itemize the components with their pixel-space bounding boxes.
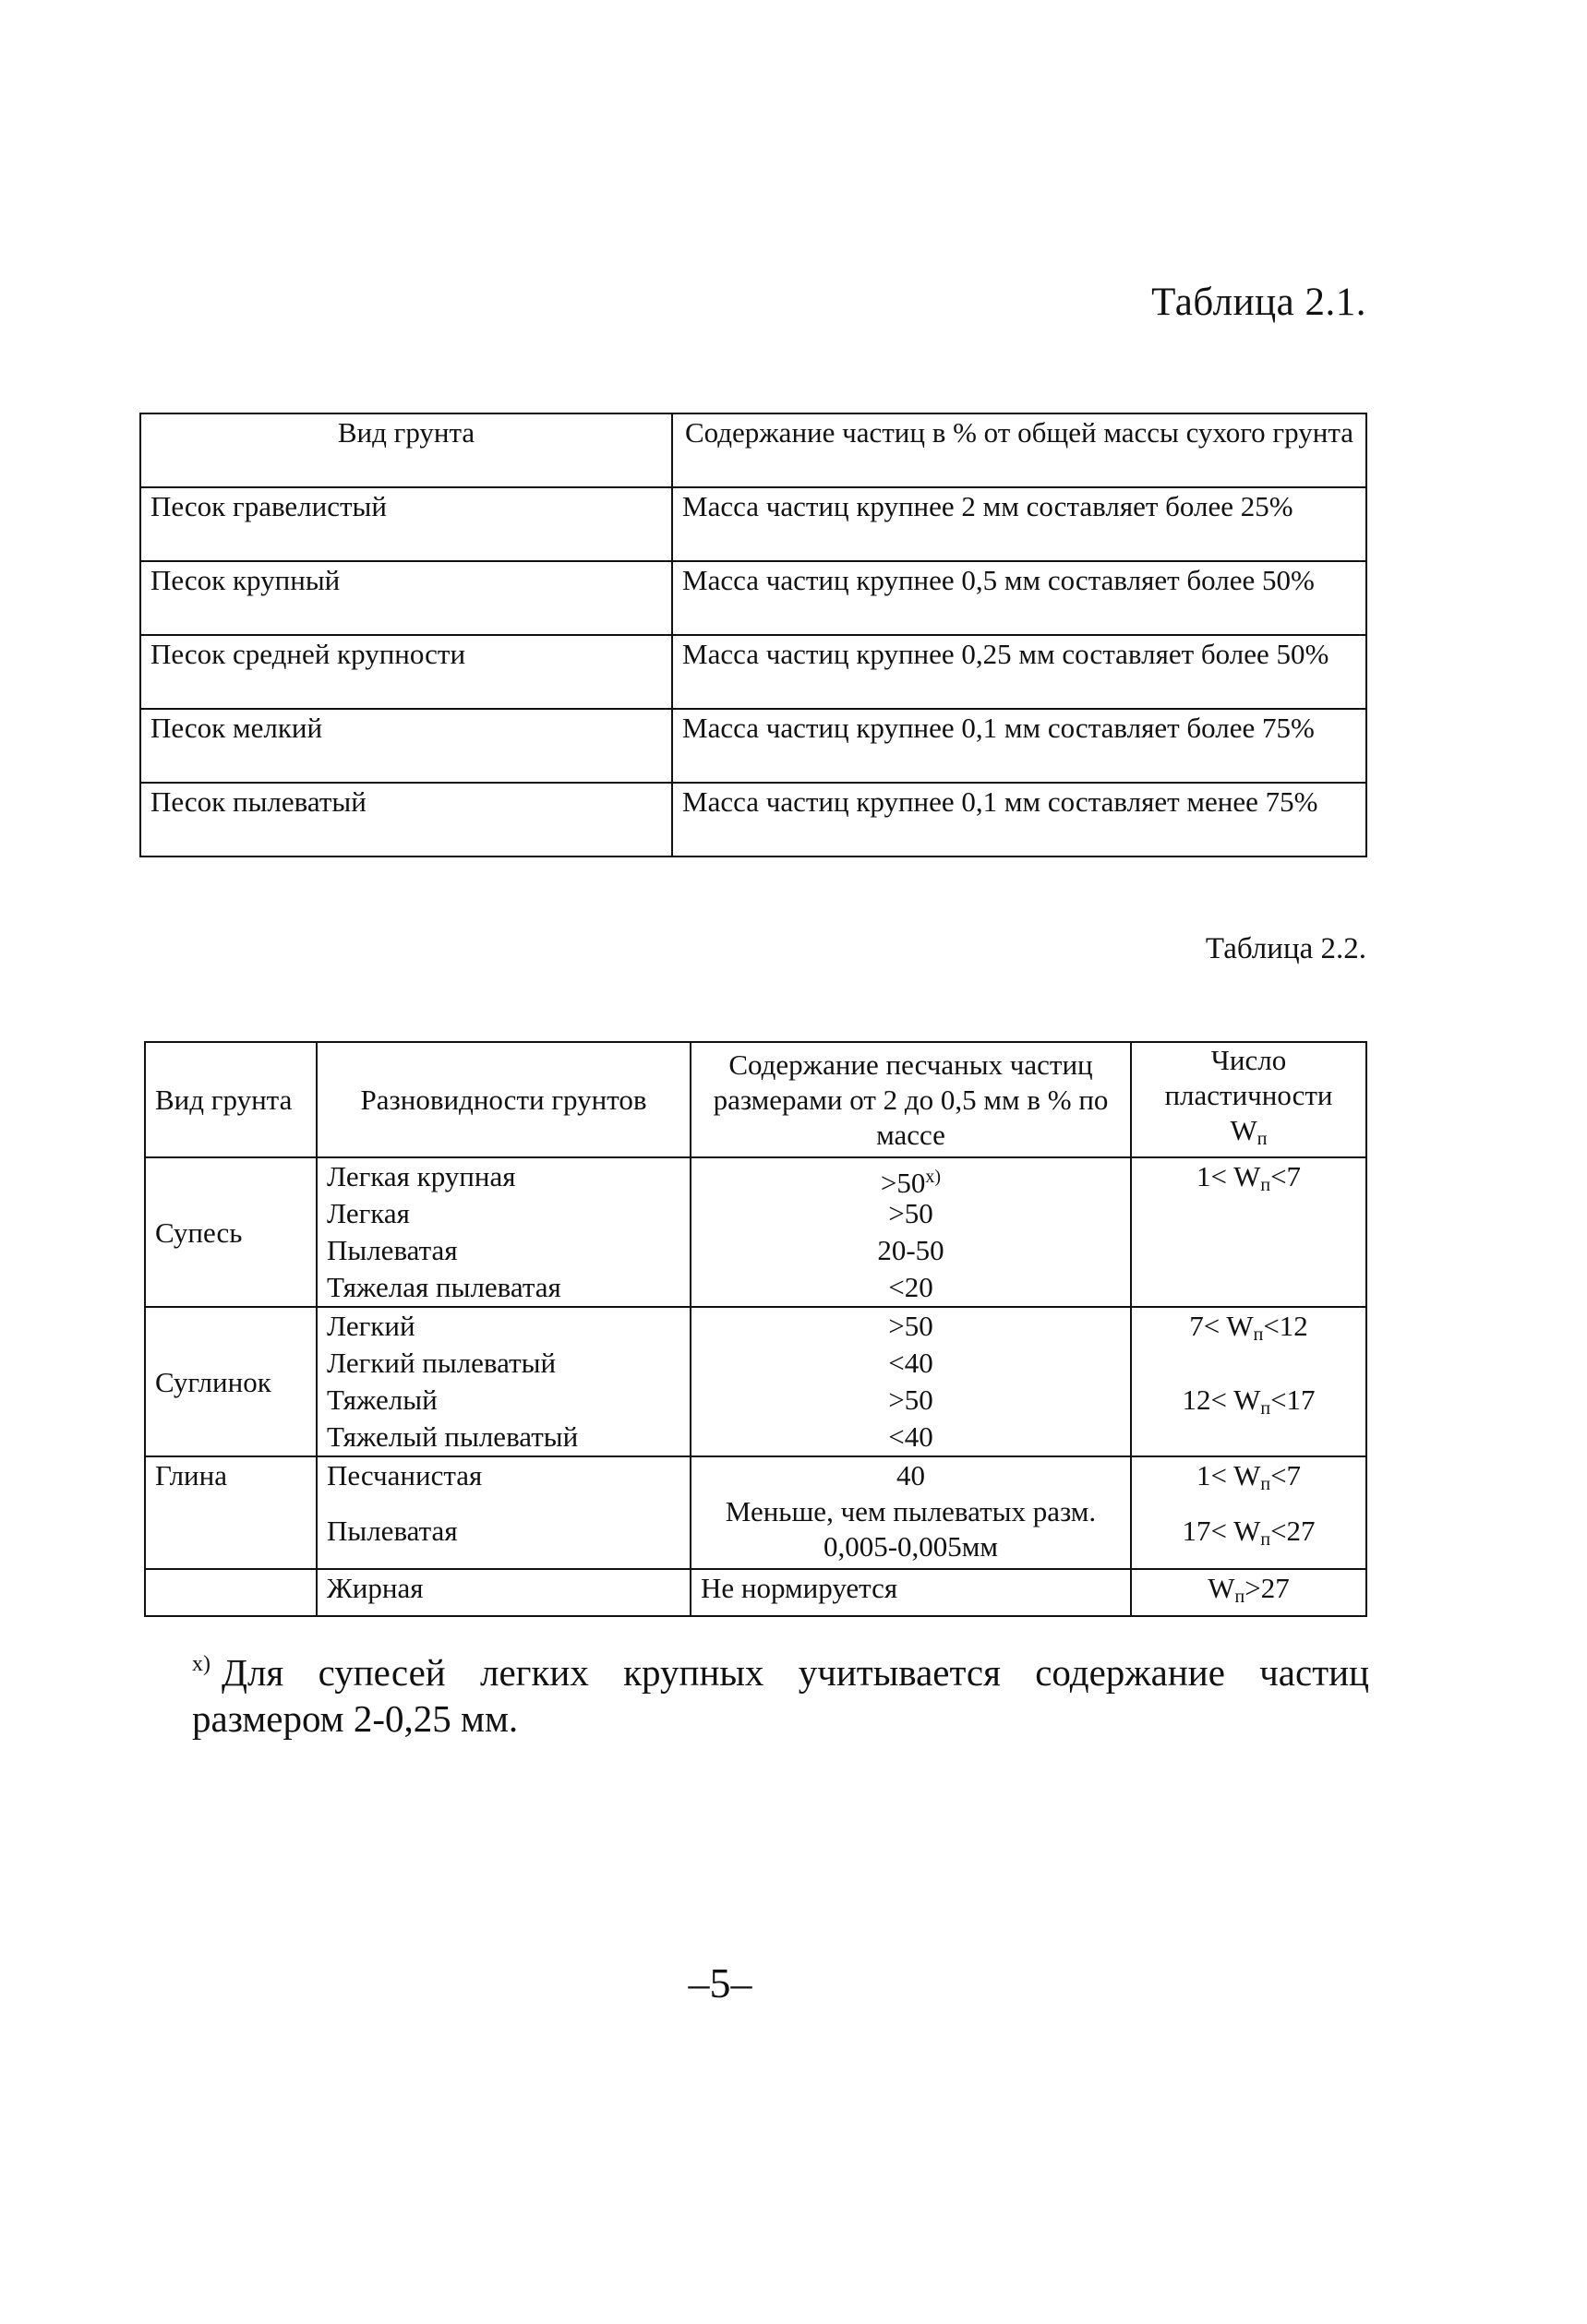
table-row [140,635,1366,709]
table-header-cell [1131,1042,1366,1157]
plasticity-header-symbol [1141,1113,1356,1156]
varieties-cell [317,1157,691,1307]
table-cell: Масса частиц крупнее 0,25 мм составляет более 50% [672,635,1366,709]
list-item: Тяжелый [327,1384,438,1416]
list-item [701,1158,1121,1199]
footnote [192,1641,1369,1742]
list-item: >50 [888,1197,933,1229]
list-item: Легкая [327,1197,410,1229]
w-subscript: п [1260,1175,1271,1195]
list-item [1141,1382,1356,1419]
table-row [140,413,1366,487]
table-cell: Масса частиц крупнее 2 мм составляет более 25% [672,487,1366,561]
table-row [140,709,1366,783]
table-cell: Масса частиц крупнее 0,1 мм составляет более 75% [672,709,1366,783]
soil-type-cell: Супесь [145,1157,317,1307]
table-cell: Не нормируется [691,1569,1131,1616]
sand-content-cell [691,1157,1131,1307]
table-row [145,1569,1366,1616]
table-2-1 [139,413,1367,857]
list-item [1141,1308,1356,1345]
list-item: 40 [896,1459,925,1491]
plasticity-prefix: 7< W [1189,1310,1254,1342]
w-symbol: W [1230,1114,1257,1146]
varieties-cell [317,1456,691,1569]
list-item: <20 [888,1271,933,1303]
list-item: <40 [888,1347,933,1379]
plasticity-prefix: 12< W [1182,1384,1261,1416]
plasticity-header-label: Число пластичности [1164,1044,1333,1111]
varieties-cell [317,1307,691,1456]
table-row [140,783,1366,857]
list-item: 20-50 [877,1234,944,1266]
list-item: Легкая крупная [327,1160,516,1192]
table-cell: Песок гравелистый [140,487,672,561]
plasticity-prefix: 1< W [1196,1160,1261,1192]
plasticity-suffix: <12 [1263,1310,1308,1342]
list-item [1141,1494,1356,1568]
table-header-cell: Вид грунта [145,1042,317,1157]
plasticity-cell [1131,1157,1366,1307]
list-item: Тяжелый пылеватый [327,1420,579,1453]
list-item: Тяжелая пылеватая [327,1271,561,1303]
table-header-cell: Разновидности грунтов [317,1042,691,1157]
table-cell: Песок пылеватый [140,783,672,857]
w-subscript: п [1253,1324,1264,1345]
table-header-cell: Содержание частиц в % от общей массы сухого грунта [672,413,1366,487]
list-item: >50 [888,1384,933,1416]
sand-value: >50 [880,1167,926,1199]
table-cell: Песок крупный [140,561,672,635]
w-subscript: п [1256,1129,1268,1149]
w-subscript: п [1260,1529,1271,1550]
sand-content-cell [691,1456,1131,1569]
plasticity-suffix: <7 [1270,1459,1302,1491]
list-item: Пылеватая [327,1515,458,1547]
table-cell: Песок средней крупности [140,635,672,709]
list-item [1141,1457,1356,1494]
table-row [145,1456,1366,1569]
plasticity-suffix: <17 [1270,1384,1316,1416]
soil-type-cell: Суглинок [145,1307,317,1456]
table-2-1-caption: Таблица 2.1. [1151,281,1366,324]
table-cell: Масса частиц крупнее 0,5 мм составляет более 50% [672,561,1366,635]
plasticity-suffix: >27 [1244,1572,1290,1604]
table-2-2 [144,1041,1367,1617]
list-item: Песчанистая [327,1459,483,1491]
plasticity-suffix: <7 [1270,1160,1302,1192]
footnote-text: Для супесей легких крупных учитывается содержание частиц размером 2-0,25 мм. [192,1651,1369,1740]
table-row [145,1042,1366,1157]
w-subscript: п [1260,1474,1271,1494]
table-row [145,1307,1366,1456]
list-item: Меньше, чем пылеватых разм. 0,005-0,005мм [725,1495,1097,1563]
w-subscript: п [1234,1587,1245,1607]
list-item [1141,1158,1356,1195]
list-item: Пылеватая [327,1234,458,1266]
soil-type-cell: Глина [145,1456,317,1569]
plasticity-cell [1131,1569,1366,1616]
footnote-mark: х) [925,1167,942,1187]
list-item: <40 [888,1420,933,1453]
table-cell: Масса частиц крупнее 0,1 мм составляет менее 75% [672,783,1366,857]
table-row [140,487,1366,561]
table-cell: Жирная [317,1569,691,1616]
footnote-mark: х) [192,1652,210,1676]
table-row [145,1157,1366,1307]
list-item: >50 [888,1310,933,1342]
list-item: Легкий [327,1310,415,1342]
page-number: –5– [688,1959,752,2007]
list-item [1141,1345,1356,1382]
plasticity-suffix: <27 [1270,1515,1316,1547]
plasticity-cell [1131,1456,1366,1569]
soil-type-cell [145,1569,317,1616]
table-row [140,561,1366,635]
table-cell: Песок мелкий [140,709,672,783]
w-subscript: п [1260,1398,1271,1419]
sand-content-cell [691,1307,1131,1456]
list-item: Легкий пылеватый [327,1347,557,1379]
plasticity-prefix: 17< W [1182,1515,1261,1547]
table-header-cell: Содержание песчаных частиц размерами от 2 до 0,5 мм в % по массе [691,1042,1131,1157]
w-symbol: W [1208,1572,1235,1604]
table-2-2-caption: Таблица 2.2. [1205,932,1366,965]
plasticity-prefix: 1< W [1196,1459,1261,1491]
plasticity-cell [1131,1307,1366,1456]
table-header-cell: Вид грунта [140,413,672,487]
